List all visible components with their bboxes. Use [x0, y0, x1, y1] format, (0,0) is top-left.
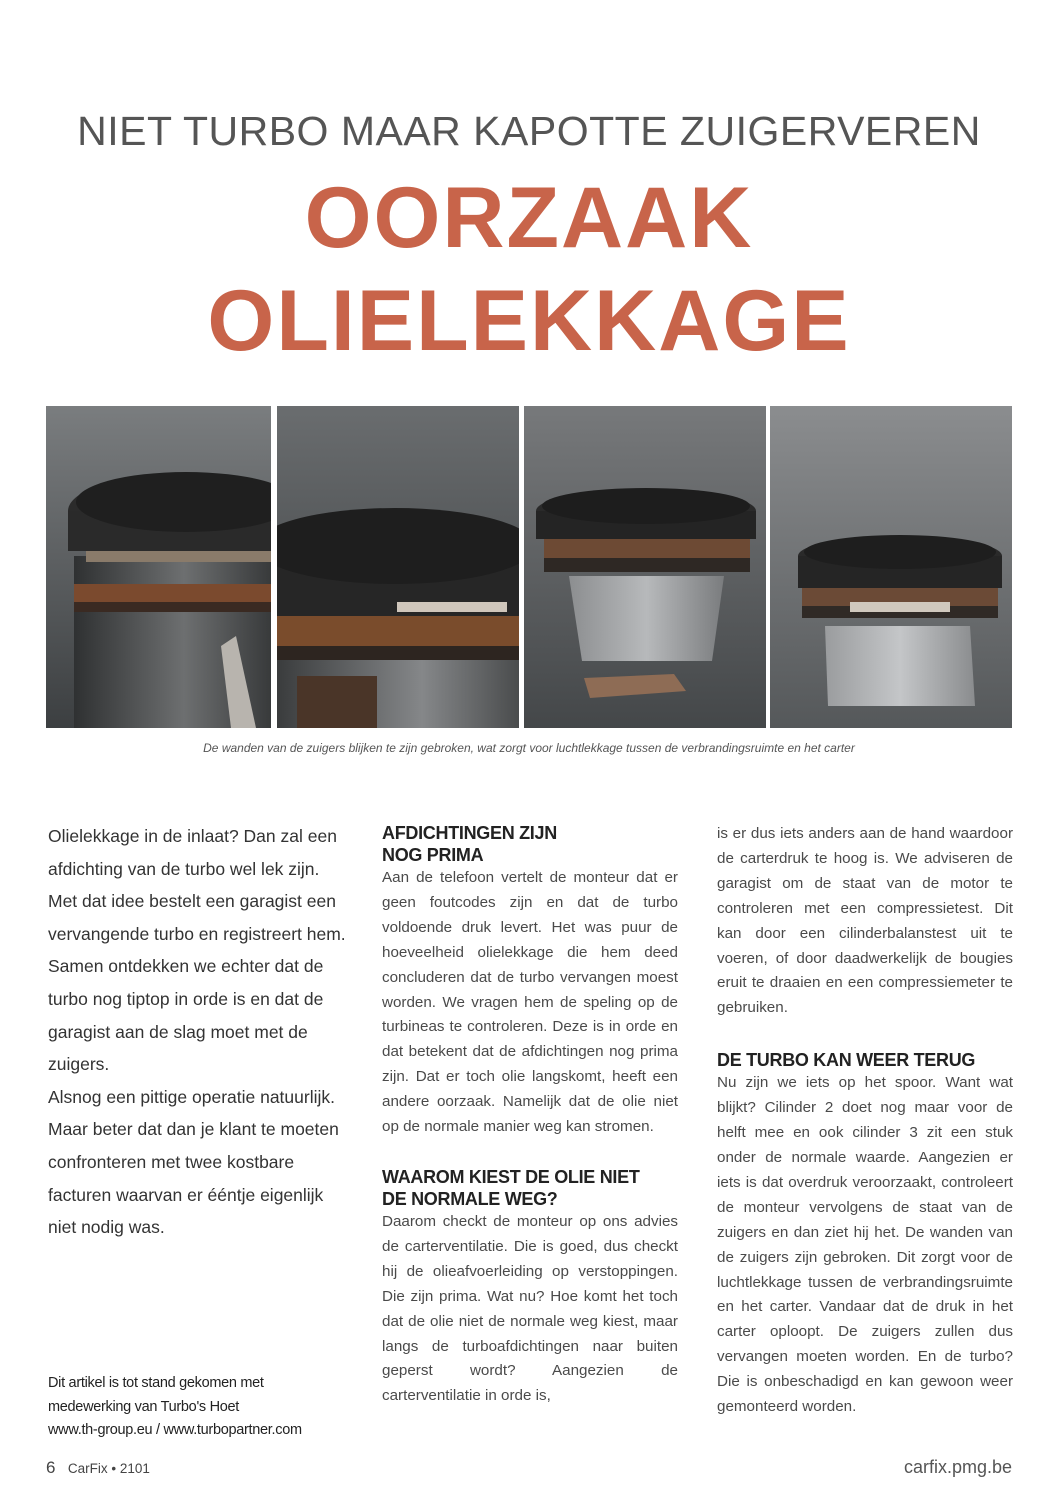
piston-photo-3: [524, 406, 766, 728]
credit-line-2: medewerking van Turbo's Hoet: [48, 1398, 240, 1415]
heading-line: AFDICHTINGEN ZIJN: [382, 823, 557, 843]
heading-line: NOG PRIMA: [382, 845, 484, 865]
intro-text: [48, 820, 348, 1244]
intro-paragraph-1: Olielekkage in de inlaat? Dan zal een afdichting van de turbo wel lek zijn. Met dat idee bestelt een garagist een vervangende turbo en registreert hem. Samen ontdekken we echter dat de turbo nog tiptop in orde is en dat de garagist aan de slag moet met de zuigers.: [48, 826, 346, 1075]
photo-caption: De wanden van de zuigers blijken te zijn gebroken, wat zorgt voor luchtlekkage tussen de verbrandingsruimte en het carter: [203, 741, 855, 755]
piston-photo-1: [46, 406, 271, 728]
heading-line: WAAROM KIEST DE OLIE NIET: [382, 1166, 640, 1187]
intro-paragraph-2: Alsnog een pittige operatie natuurlijk. Maar beter dat dan je klant te moeten confronteren met twee kostbare facturen waarvan er ééntje eigenlijk niet nodig was.: [48, 1086, 339, 1238]
article-kicker: NIET TURBO MAAR KAPOTTE ZUIGERVEREN: [77, 108, 981, 154]
heading-line: DE NORMALE WEG?: [382, 1188, 558, 1209]
section-body-waarom: Daarom checkt de monteur op ons advies de carterventilatie. Die is goed, dus checkt hij de olieafvoerleiding op verstoppingen. Die zijn prima. Wat nu? Hoe komt het toch dat de olie niet de normale weg kiest, maar langs de turboafdichtingen naar buiten geperst wordt? Aangezien de carterventilatie in orde is,: [382, 1212, 678, 1405]
article-credit: [48, 1372, 348, 1443]
section-body-waarom-continued: is er dus iets anders aan de hand waardoor de carterdruk te hoog is. We adviseren de garagist om de staat van de motor te controleren met een compressietest. Dit kan door een cilinderbalanstest uit te voeren, of door daadwerkelijk de bougies eruit te draaien en een compressiemeter te gebruiken.: [717, 825, 1013, 1017]
credit-line-3: www.th-group.eu / www.turbopartner.com: [48, 1422, 302, 1438]
page-folio: [46, 1458, 150, 1478]
piston-photo-2: [277, 406, 519, 728]
section-heading-waarom: [382, 1166, 678, 1210]
article-title-line2: OLIELEKKAGE: [207, 273, 851, 369]
article-column-2: [382, 822, 678, 1409]
article-title-line1: OORZAAK: [304, 170, 754, 266]
piston-photo-strip: [46, 406, 1012, 728]
section-heading-afdichtingen: [382, 822, 678, 866]
piston-photo-4: [770, 406, 1012, 728]
page-number: 6: [46, 1458, 56, 1477]
credit-line-1: Dit artikel is tot stand gekomen met: [48, 1375, 264, 1391]
section-body-turbo: Nu zijn we iets op het spoor. Want wat blijkt? Cilinder 2 doet nog maar voor de helft mee en ook cilinder 3 zit een stuk onder de normale waarde. Aangezien er iets is dat overdruk veroorzaakt, controleert de monteur vervolgens de staat van de zuigers en dan ziet hij het. De wanden van de zuigers zijn gebroken. Dit zorgt voor de luchtlekkage tussen de verbrandingsruimte en het carter. Vandaar dat de druk in het carter oploopt. De zuigers zullen dus vervangen moeten worden. En de turbo? Die is onbeschadigd en kan gewoon weer gemonteerd worden.: [717, 1074, 1013, 1416]
article-column-3: [717, 822, 1013, 1420]
website-link[interactable]: carfix.pmg.be: [903, 1457, 1012, 1477]
section-body-afdichtingen: Aan de telefoon vertelt de monteur dat er geen foutcodes zijn en dat de turbo voldoende druk levert. Het was puur de hoeveelheid olielekkage die hem deed concluderen dat de turbo vervangen moest worden. We vragen hem de speling op de turbineas te controleren. Deze is in orde en dat betekent dat de afdichtingen nog prima zijn. Dat er toch olie langskomt, heeft een andere oorzaak. Namelijk dat de olie niet op de normale manier weg kan stromen.: [382, 869, 678, 1136]
magazine-issue: CarFix • 2101: [67, 1461, 150, 1476]
section-heading-turbo: DE TURBO KAN WEER TERUG: [717, 1050, 976, 1071]
